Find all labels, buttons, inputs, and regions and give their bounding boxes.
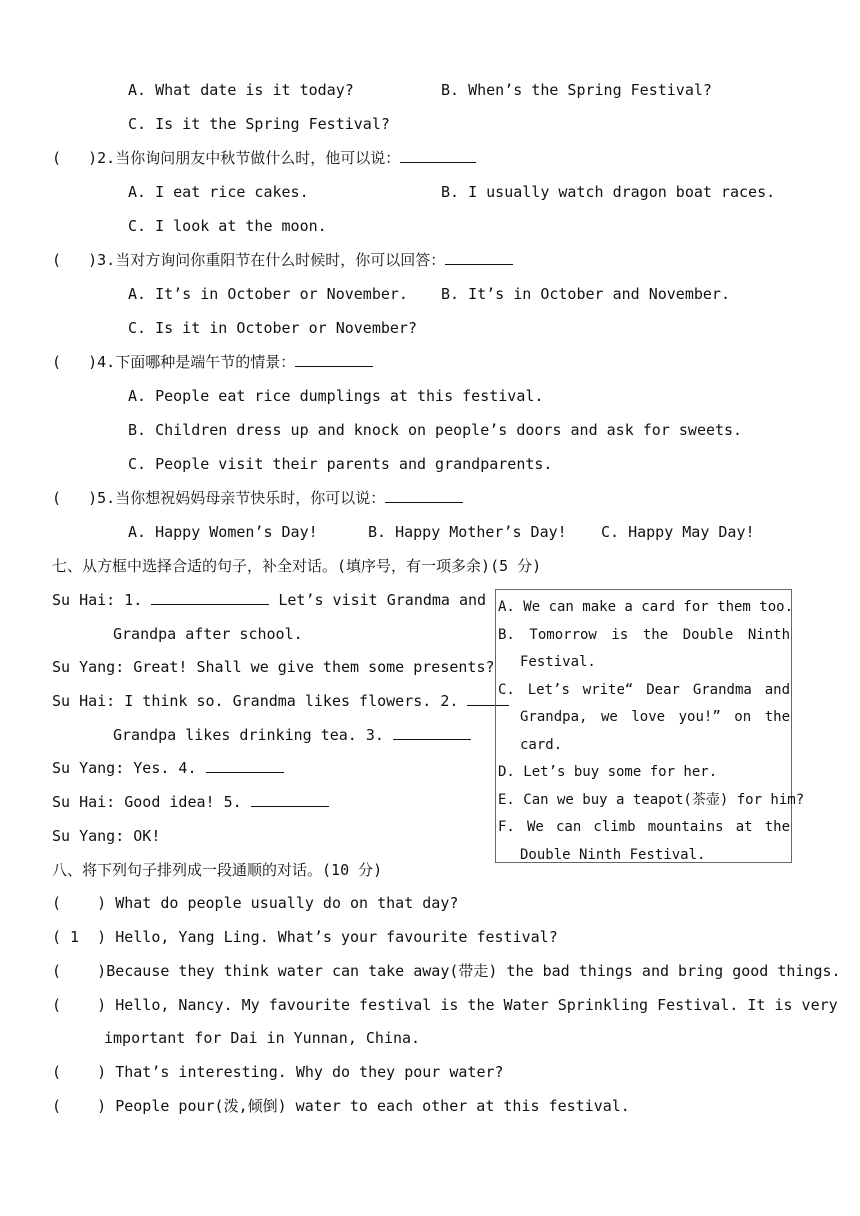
q3-option-b: B. It’s in October and November. [441, 285, 730, 303]
q5-option-c: C. Happy May Day! [601, 523, 755, 541]
ordering-text: Hello, Yang Ling. What’s your favourite festival? [115, 928, 558, 946]
box-option-a: A. We can make a card for them too. [498, 599, 794, 615]
order-paren[interactable]: ( ) [52, 894, 107, 912]
q3-stem-line [52, 250, 513, 270]
q2-option-c: C. I look at the moon. [128, 217, 327, 235]
question-stem: 5.当你想祝妈妈母亲节快乐时，你可以说： [97, 489, 386, 507]
q3-option-a: A. It’s in October or November. [128, 285, 408, 303]
dialog-text: Su Hai: 1. [52, 591, 143, 609]
q5-option-a: A. Happy Women’s Day! [128, 523, 318, 541]
dialog-line-3 [52, 691, 509, 711]
dialog-line-2: Su Yang: Great! Shall we give them some presents? [52, 658, 495, 676]
q4-option-a: A. People eat rice dumplings at this festival. [128, 387, 544, 405]
ordering-item-cont: important for Dai in Yunnan, China. [104, 1029, 421, 1047]
box-option-f: F. We can climb mountains at the [498, 819, 790, 835]
ordering-item [52, 961, 841, 981]
answer-blank-3[interactable] [393, 725, 471, 740]
box-option-f-cont: Double Ninth Festival. [520, 847, 706, 863]
ordering-text: That’s interesting. Why do they pour water? [115, 1063, 504, 1081]
ordering-text: Because they think water can take away(带走) the bad things and bring good things. [106, 962, 841, 980]
box-option-c: C. Let’s write“ Dear Grandma and [498, 682, 790, 698]
box-option-d: D. Let’s buy some for her. [498, 764, 718, 780]
ordering-text: What do people usually do on that day? [115, 894, 459, 912]
q2-option-b: B. I usually watch dragon boat races. [441, 183, 776, 201]
section-7-title: 七、从方框中选择合适的句子，补全对话。(填序号，有一项多余)(5 分) [52, 557, 542, 575]
question-stem: 4.下面哪种是端午节的情景： [97, 353, 296, 371]
answer-paren[interactable]: ( ) [52, 251, 98, 269]
q4-option-b: B. Children dress up and knock on people’s doors and ask for sweets. [128, 421, 743, 439]
answer-paren[interactable]: ( ) [52, 353, 98, 371]
q1-option-a: A. What date is it today? [128, 81, 354, 99]
q2-option-a: A. I eat rice cakes. [128, 183, 309, 201]
question-stem: 2.当你询问朋友中秋节做什么时，他可以说： [97, 149, 401, 167]
dialog-text: Let’s visit Grandma and [278, 591, 487, 609]
ordering-item [52, 995, 838, 1015]
q2-stem-line [52, 148, 476, 168]
order-paren[interactable]: ( ) [52, 1097, 107, 1115]
answer-blank-5[interactable] [251, 792, 329, 807]
answer-blank[interactable] [445, 250, 513, 265]
box-option-c-cont2: card. [520, 737, 563, 753]
options-box [495, 589, 805, 863]
q1-option-b: B. When’s the Spring Festival? [441, 81, 712, 99]
ordering-item [52, 927, 558, 947]
dialog-text: Su Yang: Yes. 4. [52, 759, 197, 777]
ordering-item [52, 893, 458, 913]
dialog-line-4 [113, 725, 471, 745]
question-stem: 3.当对方询问你重阳节在什么时候时，你可以回答： [97, 251, 446, 269]
answer-blank[interactable] [295, 352, 373, 367]
box-option-b: B. Tomorrow is the Double Ninth [498, 627, 790, 643]
ordering-item [52, 1062, 504, 1082]
dialog-line-1-cont: Grandpa after school. [113, 625, 303, 643]
box-option-e: E. Can we buy a teapot(茶壶) for him? [498, 792, 805, 808]
answer-blank[interactable] [400, 148, 476, 163]
dialog-text: Grandpa likes drinking tea. 3. [113, 726, 384, 744]
q4-option-c: C. People visit their parents and grandparents. [128, 455, 553, 473]
q1-option-c: C. Is it the Spring Festival? [128, 115, 390, 133]
section-8-title: 八、将下列句子排列成一段通顺的对话。(10 分) [52, 861, 383, 879]
dialog-line-5 [52, 758, 284, 778]
q4-stem-line [52, 352, 373, 372]
ordering-item [52, 1096, 630, 1116]
dialog-line-7: Su Yang: OK! [52, 827, 161, 845]
ordering-text: People pour(泼,倾倒) water to each other at this festival. [115, 1097, 630, 1115]
q5-option-b: B. Happy Mother’s Day! [368, 523, 567, 541]
ordering-text: Hello, Nancy. My favourite festival is the Water Sprinkling Festival. It is very [115, 996, 838, 1014]
dialog-text: Su Hai: I think so. Grandma likes flowers. 2. [52, 692, 459, 710]
box-option-b-cont: Festival. [520, 654, 596, 670]
order-paren[interactable]: ( ) [52, 996, 107, 1014]
dialog-text: Su Hai: Good idea! 5. [52, 793, 242, 811]
q3-option-c: C. Is it in October or November? [128, 319, 417, 337]
answer-paren[interactable]: ( ) [52, 489, 98, 507]
q5-stem-line [52, 488, 463, 508]
answer-blank-4[interactable] [206, 758, 284, 773]
answer-paren[interactable]: ( ) [52, 149, 98, 167]
answer-blank-1[interactable] [151, 590, 269, 605]
dialog-line-1 [52, 590, 486, 610]
order-paren[interactable]: ( ) [52, 1063, 107, 1081]
answer-blank[interactable] [385, 488, 463, 503]
order-paren[interactable]: ( 1 ) [52, 928, 107, 946]
dialog-line-6 [52, 792, 329, 812]
box-option-c-cont: Grandpa, we love you!” on the [520, 709, 790, 725]
order-paren[interactable]: ( ) [52, 962, 107, 980]
